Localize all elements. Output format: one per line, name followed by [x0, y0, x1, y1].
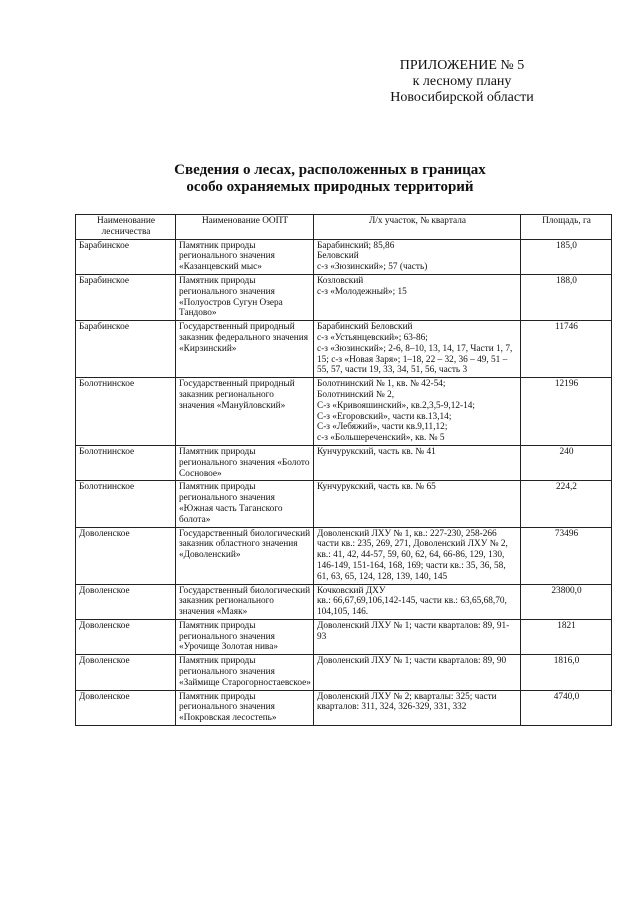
table-header-row [76, 215, 612, 240]
cell-oopt: Памятник природы регионального значения «Покровская лесостепь» [176, 690, 314, 725]
cell-forestry: Барабинское [76, 239, 176, 274]
appendix-subtitle: к лесному плану [412, 74, 512, 89]
cell-forestry: Барабинское [76, 321, 176, 378]
table-row [76, 321, 612, 378]
cell-area: 73496 [521, 527, 612, 584]
cell-plot: Кунчурукский, часть кв. № 65 [314, 481, 521, 527]
cell-area: 240 [521, 445, 612, 480]
title-line-1: Сведения о лесах, расположенных в границах [174, 162, 486, 178]
document-title [0, 162, 640, 196]
cell-plot: Козловский с-з «Молодежный»; 15 [314, 274, 521, 320]
header-plot: Л/х участок, № квартала [314, 215, 521, 240]
cell-forestry: Доволенское [76, 584, 176, 619]
cell-area: 23800,0 [521, 584, 612, 619]
cell-area: 185,0 [521, 239, 612, 274]
cell-area: 224,2 [521, 481, 612, 527]
cell-forestry: Болотнинское [76, 445, 176, 480]
cell-plot: Доволенский ЛХУ № 1; части кварталов: 89, 90 [314, 655, 521, 690]
cell-forestry: Болотнинское [76, 481, 176, 527]
cell-plot: Барабинский Беловский с-з «Устьянцевский»; 63-86; с-з «Зюзинский»; 2-6, 8–10, 13, 14, 17, Части 1, 7, 15; с-з «Новая Заря»; 1–18, 22 – 32, 36 – 49, 51 –55, 57, части 19, 33, 34, 51, 56, часть 3 [314, 321, 521, 378]
cell-oopt: Государственный биологический заказник областного значения «Доволенский» [176, 527, 314, 584]
table-row [76, 655, 612, 690]
cell-oopt: Государственный биологический заказник регионального значения «Маяк» [176, 584, 314, 619]
table-row [76, 239, 612, 274]
table-row [76, 481, 612, 527]
cell-oopt: Памятник природы регионального значения «Южная часть Таганского болота» [176, 481, 314, 527]
appendix-region: Новосибирской области [390, 90, 534, 105]
cell-forestry: Болотнинское [76, 378, 176, 446]
cell-oopt: Государственный природный заказник регионального значения «Мануйловский» [176, 378, 314, 446]
table-row [76, 584, 612, 619]
cell-plot: Доволенский ЛХУ № 1, кв.: 227-230, 258-266 части кв.: 235, 269, 271, Доволенский ЛХУ № 2, кв.: 41, 42, 44-57, 59, 60, 62, 64, 66-86, 129, 130, 146-149, 151-164, 168, 169; части кв.: 35, 36, 58, 61, 63, 65, 124, 128, 139, 140, 145 [314, 527, 521, 584]
cell-plot: Кочковский ДХУ кв.: 66,67,69,106,142-145, части кв.: 63,65,68,70, 104,105, 146. [314, 584, 521, 619]
cell-area: 11746 [521, 321, 612, 378]
header-area: Площадь, га [521, 215, 612, 240]
cell-forestry: Доволенское [76, 619, 176, 654]
table-row [76, 274, 612, 320]
cell-forestry: Доволенское [76, 655, 176, 690]
cell-oopt: Памятник природы регионального значения «Урочище Золотая нива» [176, 619, 314, 654]
cell-area: 1821 [521, 619, 612, 654]
cell-area: 12196 [521, 378, 612, 446]
table-row [76, 690, 612, 725]
cell-plot: Кунчурукский, часть кв. № 41 [314, 445, 521, 480]
cell-plot: Доволенский ЛХУ № 1; части кварталов: 89, 91-93 [314, 619, 521, 654]
header-oopt: Наименование ООПТ [176, 215, 314, 240]
cell-oopt: Памятник природы регионального значения «Болото Сосновое» [176, 445, 314, 480]
header-forestry: Наименование лесничества [76, 215, 176, 240]
cell-forestry: Доволенское [76, 527, 176, 584]
cell-plot: Барабинский; 85,86 Беловский с-з «Зюзинский»; 57 (часть) [314, 239, 521, 274]
cell-oopt: Памятник природы регионального значения «Казанцевский мыс» [176, 239, 314, 274]
cell-oopt: Памятник природы регионального значения «Займище Старогорностаевское» [176, 655, 314, 690]
table-row [76, 619, 612, 654]
cell-forestry: Доволенское [76, 690, 176, 725]
cell-forestry: Барабинское [76, 274, 176, 320]
table-row [76, 527, 612, 584]
cell-area: 1816,0 [521, 655, 612, 690]
cell-area: 4740,0 [521, 690, 612, 725]
forests-table [75, 214, 612, 726]
table-row [76, 378, 612, 446]
appendix-number: ПРИЛОЖЕНИЕ № 5 [399, 58, 525, 73]
table-row [76, 445, 612, 480]
cell-plot: Болотнинский № 1, кв. № 42-54; Болотнинский № 2, С-з «Кривояшинский», кв.2,3,5-9,12-14; С-з «Егоровский», части кв.13,14; С-з «Лебяжий», части кв.9,11,12; с-з «Большереченский», кв. № 5 [314, 378, 521, 446]
cell-plot: Доволенский ЛХУ № 2; кварталы: 325; части кварталов: 311, 324, 326-329, 331, 332 [314, 690, 521, 725]
cell-oopt: Памятник природы регионального значения «Полуостров Сугун Озера Тандово» [176, 274, 314, 320]
cell-area: 188,0 [521, 274, 612, 320]
cell-oopt: Государственный природный заказник федерального значения «Кирзинский» [176, 321, 314, 378]
appendix-header [342, 58, 582, 106]
title-line-2: особо охраняемых природных территорий [186, 179, 474, 195]
